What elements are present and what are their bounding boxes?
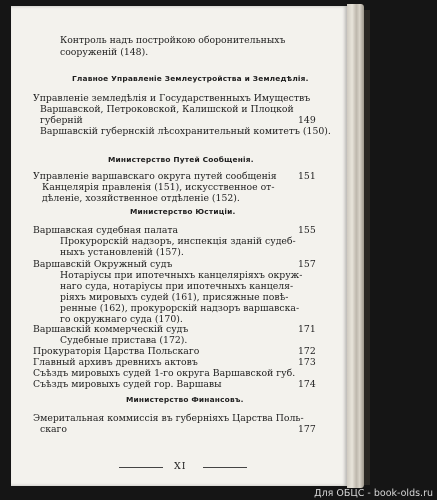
page-number: 171 — [298, 324, 316, 335]
text-line: наго суда, нотаріусы при ипотечныхъ канцеля- — [60, 281, 294, 292]
page-number: 155 — [298, 225, 316, 236]
page-number: 149 — [298, 115, 316, 126]
page-edge — [347, 4, 364, 488]
text-line: Контроль надъ постройкою оборонительныхъ — [60, 35, 286, 46]
page-footer-number: XI — [174, 461, 187, 472]
text-line: дѣленіе, хозяйственное отдѣленіе (152). — [42, 193, 240, 204]
text-line: Съѣздъ мировыхъ судей 1-го округа Варшавской губ. — [33, 368, 296, 379]
page-number: 157 — [298, 259, 316, 270]
watermark: Для ОБЦС - book-olds.ru — [314, 488, 433, 499]
text-line: Управленіе земледѣлія и Государственныхъ Имуществъ — [33, 93, 311, 104]
footer-dash-right — [203, 467, 247, 468]
section-heading: Министерство Финансовъ. — [126, 395, 244, 404]
text-line: губерній — [40, 115, 83, 126]
page-number: 174 — [298, 379, 316, 390]
text-line: Варшавская судебная палата — [33, 225, 179, 236]
text-line: Съѣздъ мировыхъ судей гор. Варшавы — [33, 379, 222, 390]
text-line: скаго — [40, 424, 68, 435]
text-line: Варшавскій губернскій лѣсохранительный комитетъ (150). — [40, 126, 331, 137]
text-line: Прокураторія Царства Польскаго — [33, 346, 200, 357]
text-line: Управленіе варшавскаго округа путей сообщенія — [33, 171, 277, 182]
text-line: ріяхъ мировыхъ судей (161), присяжные повѣ- — [60, 292, 289, 303]
page-number: 172 — [298, 346, 316, 357]
text-line: Варшавскій коммерческій судъ — [33, 324, 189, 335]
section-heading: Министерство Путей Сообщенія. — [108, 155, 254, 164]
text-line: Главный архивъ древнихъ актовъ — [33, 357, 198, 368]
text-line: ренные (162), прокурорскій надзоръ варшавска- — [60, 303, 300, 314]
text-line: го окружнаго суда (170). — [60, 314, 183, 325]
text-line: Прокурорскій надзоръ, инспекція зданій судеб- — [60, 236, 296, 247]
text-line: Варшавскій Окружный судъ — [33, 259, 173, 270]
text-line: Эмеритальная коммиссія въ губерніяхъ Царства Поль- — [33, 413, 304, 424]
section-heading: Министерство Юстиціи. — [130, 207, 236, 216]
book-spine-shadow — [364, 10, 370, 485]
document-page — [11, 6, 347, 486]
footer-dash-left — [119, 467, 163, 468]
text-line: ныхъ установленій (157). — [60, 247, 184, 258]
text-line: Варшавской, Петроковской, Калишской и Плоцкой — [40, 104, 294, 115]
page-number: 177 — [298, 424, 316, 435]
text-line: Канцелярія правленія (151), искусственное от- — [42, 182, 275, 193]
text-line: Нотаріусы при ипотечныхъ канцеляріяхъ окруж- — [60, 270, 303, 281]
text-line: сооруженій (148). — [60, 47, 149, 58]
section-heading: Главное Управленіе Землеустройства и Земледѣлія. — [72, 74, 309, 83]
text-line: Судебные пристава (172). — [60, 335, 188, 346]
page-number: 173 — [298, 357, 316, 368]
page-number: 151 — [298, 171, 316, 182]
